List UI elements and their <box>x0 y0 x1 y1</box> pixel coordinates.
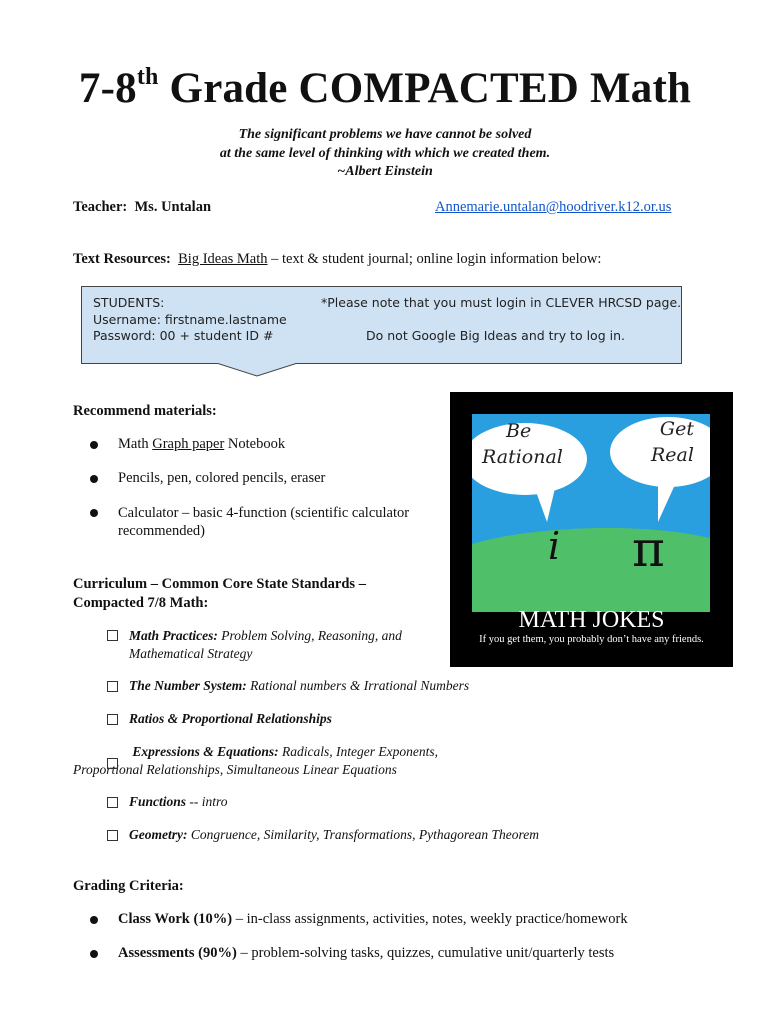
teacher-name: Ms. Untalan <box>134 199 212 215</box>
materials-item1-post: Notebook <box>224 436 286 452</box>
materials-heading: Recommend materials: <box>73 403 217 419</box>
quote-line-2: at the same level of thinking with which we created them. <box>219 146 551 161</box>
materials-item3-line1: Calculator – basic 4-function (scientific calculator <box>118 505 410 521</box>
materials-item1-pre: Math <box>118 436 153 452</box>
checkbox-icon <box>107 714 118 725</box>
checkbox-icon <box>107 797 118 808</box>
poster-caption-title: MATH JOKES <box>518 607 665 633</box>
bubble-right-text <box>651 416 694 468</box>
checkbox-icon <box>107 830 118 841</box>
materials-item3-line2: recommended) <box>118 523 205 539</box>
curriculum-item6-label: Geometry: <box>129 827 188 842</box>
poster-caption-sub: If you get them, you probably don’t have any friends. <box>479 634 704 645</box>
pi-symbol: π <box>632 520 665 578</box>
big-ideas-math-link[interactable]: Big Ideas Math <box>178 251 268 267</box>
curriculum-item4-text2: Proportional Relationships, Simultaneous Linear Equations <box>73 762 397 777</box>
students-label: STUDENTS: <box>93 295 165 310</box>
login-info-callout <box>81 286 682 364</box>
title-main: 7-8 <box>78 65 137 112</box>
checkbox-icon <box>107 630 118 641</box>
bubble-left-line1: Be <box>506 420 532 442</box>
graph-paper-link[interactable]: Graph paper <box>152 436 225 452</box>
imaginary-i-symbol: i <box>548 524 561 568</box>
curriculum-item5-text: -- intro <box>186 794 228 809</box>
checkbox-icon <box>107 681 118 692</box>
curriculum-item-expressions <box>73 743 438 779</box>
grading-item2-label: Assessments (90%) <box>118 945 237 961</box>
curriculum-item2-text: Rational numbers & Irrational Numbers <box>246 678 470 693</box>
bullet-dot <box>90 950 98 958</box>
curriculum-item4-label: Expressions & Equations: <box>132 744 279 759</box>
teacher-email-link[interactable]: Annemarie.untalan@hoodriver.k12.or.us <box>435 199 672 215</box>
bubble-right-line1: Get <box>659 418 694 440</box>
bubble-right-line2: Real <box>651 444 694 466</box>
bullet-dot <box>90 441 98 449</box>
bullet-dot <box>90 475 98 483</box>
page-title <box>0 64 770 113</box>
title-rest: Grade COMPACTED Math <box>158 65 692 112</box>
text-resources-line <box>73 251 601 268</box>
resources-rest: – text & student journal; online login information below: <box>267 251 602 267</box>
curriculum-item3-label: Ratios & Proportional Relationships <box>129 711 332 726</box>
curriculum-heading <box>73 575 366 613</box>
materials-item2-text: Pencils, pen, colored pencils, eraser <box>118 470 326 486</box>
curriculum-item6-text: Congruence, Similarity, Transformations, Pythagorean Theorem <box>187 827 539 842</box>
curriculum-item1-text: Problem Solving, Reasoning, and <box>217 628 402 643</box>
curriculum-item5-label: Functions <box>129 794 187 809</box>
bullet-dot <box>90 916 98 924</box>
materials-item-pencils <box>90 470 325 487</box>
grading-item-classwork <box>90 911 628 928</box>
grading-heading: Grading Criteria: <box>73 878 184 894</box>
checkbox-icon <box>107 758 118 769</box>
materials-item-calculator <box>90 504 409 540</box>
grass <box>472 528 710 612</box>
curriculum-item1-text2: Mathematical Strategy <box>129 646 253 661</box>
teacher-label: Teacher: <box>73 199 128 215</box>
grading-item-assessments <box>90 945 614 962</box>
poster-illustration <box>472 414 710 612</box>
curriculum-item1-label: Math Practices: <box>129 628 218 643</box>
no-google-note: Do not Google Big Ideas and try to log in. <box>366 328 625 343</box>
teacher-line <box>73 199 211 216</box>
curriculum-item-functions <box>107 794 228 810</box>
curriculum-item-ratios <box>107 711 332 727</box>
curriculum-item-practices <box>107 627 402 663</box>
bubble-left-line2: Rational <box>482 446 563 468</box>
grading-item1-label: Class Work (10%) <box>118 911 233 927</box>
curriculum-item-number-system <box>107 678 469 694</box>
clever-login-note: *Please note that you must login in CLEVER HRCSD page. <box>321 295 682 310</box>
title-superscript: th <box>136 64 159 90</box>
grading-item1-text: – in-class assignments, activities, notes, weekly practice/homework <box>232 911 628 927</box>
materials-item-notebook <box>90 436 285 453</box>
curriculum-item-geometry <box>107 827 539 843</box>
quote-author: ~Albert Einstein <box>337 164 433 179</box>
grading-item2-text: – problem-solving tasks, quizzes, cumulative unit/quarterly tests <box>236 945 615 961</box>
username-format: Username: firstname.lastname <box>93 312 287 327</box>
curriculum-heading-line1: Curriculum – Common Core State Standards – <box>73 576 366 592</box>
quote-line-1: The significant problems we have cannot be solved <box>238 127 532 142</box>
password-format: Password: 00 + student ID # <box>93 328 274 343</box>
curriculum-heading-line2: Compacted 7/8 Math: <box>73 595 209 611</box>
bullet-dot <box>90 509 98 517</box>
curriculum-item4-text: Radicals, Integer Exponents, <box>278 744 439 759</box>
math-jokes-poster <box>450 392 733 667</box>
resources-label: Text Resources: <box>73 251 171 267</box>
bubble-left-text <box>482 418 563 470</box>
curriculum-item2-label: The Number System: <box>129 678 247 693</box>
